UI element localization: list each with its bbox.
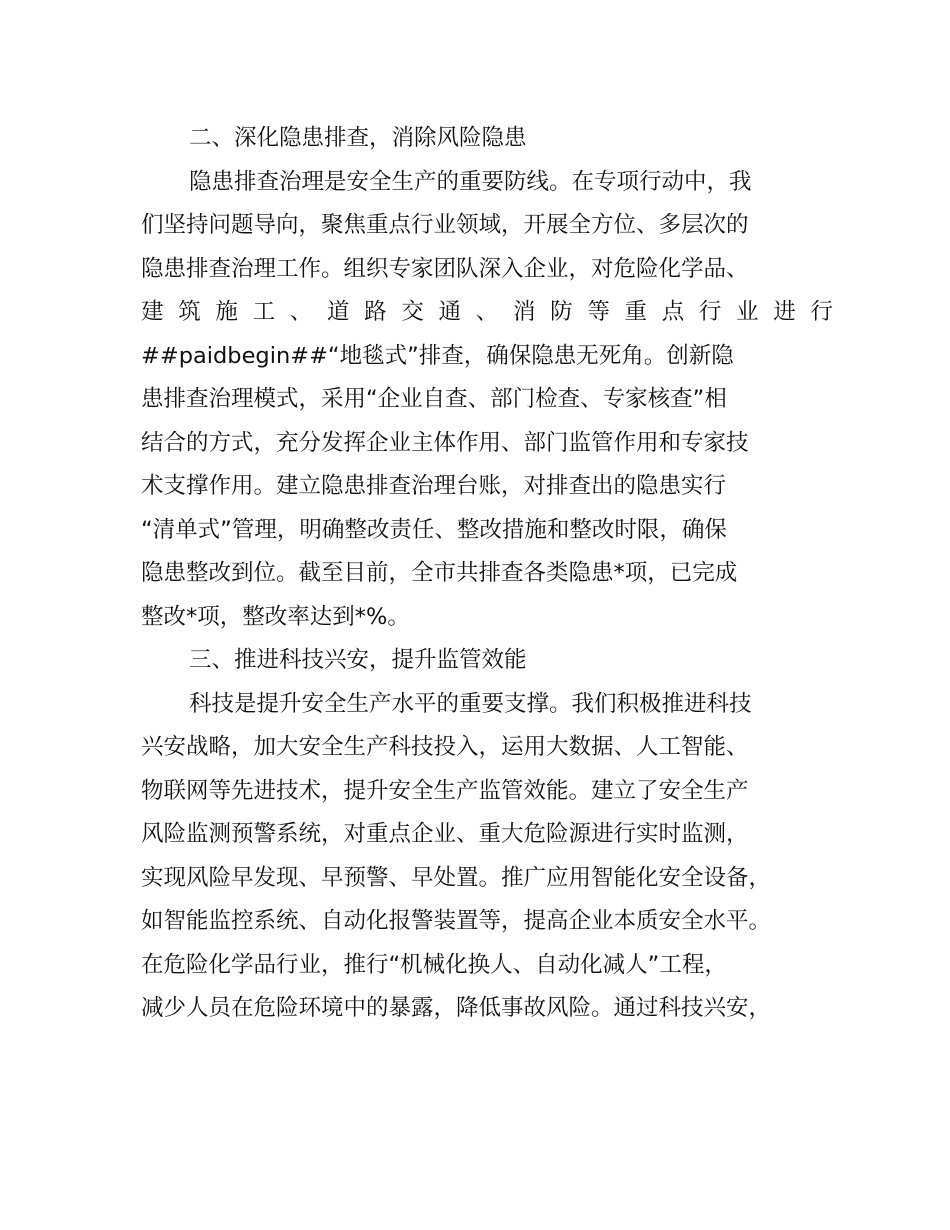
paragraph-line: 风险监测预警系统，对重点企业、重大危险源进行实时监测， <box>141 821 749 847</box>
paragraph-line: ##paidbegin##“地毯式”排查，确保隐患无死角。创新隐 <box>141 342 734 369</box>
paragraph-line: 术支撑作用。建立隐患排查治理台账，对排查出的隐患实行 <box>141 473 727 499</box>
paragraph-line: 科技是提升安全生产水平的重要支撑。我们积极推进科技 <box>189 690 752 717</box>
paragraph-line: 实现风险早发现、早预警、早处置。推广应用智能化安全设备， <box>141 864 772 891</box>
paragraph-line: 在危险化学品行业，推行“机械化换人、自动化减人”工程， <box>141 951 727 978</box>
section-heading: 三、推进科技兴安，提升监管效能 <box>189 647 527 673</box>
section-paragraph <box>141 161 833 640</box>
paragraph-line: 隐患排查治理工作。组织专家团队深入企业，对危险化学品、 <box>141 255 749 282</box>
section-heading: 二、深化隐患排查，消除风险隐患 <box>189 125 527 151</box>
paragraph-line: 隐患排查治理是安全生产的重要防线。在专项行动中，我 <box>189 168 752 195</box>
paragraph-line: 如智能监控系统、自动化报警装置等，提高企业本质安全水平。 <box>141 908 772 934</box>
paragraph-line: 隐患整改到位。截至目前，全市共排查各类隐患*项，已完成 <box>141 560 738 586</box>
paragraph-line: 整改*项，整改率达到*%。 <box>141 603 410 630</box>
paragraph-line: 兴安战略，加大安全生产科技投入，运用大数据、人工智能、 <box>141 734 749 760</box>
paragraph-line: 结合的方式，充分发挥企业主体作用、部门监管作用和专家技 <box>141 429 749 456</box>
document-body <box>141 117 833 1031</box>
paragraph-line: 物联网等先进技术，提升安全生产监管效能。建立了安全生产 <box>141 777 749 804</box>
paragraph-line: 建 筑 施 工 、 道 路 交 通 、 消 防 等 重 点 行 业 进 行 <box>141 299 833 325</box>
paragraph-line: 们坚持问题导向，聚焦重点行业领域，开展全方位、多层次的 <box>141 212 749 238</box>
paragraph-line: “清单式”管理，明确整改责任、整改措施和整改时限，确保 <box>141 516 727 543</box>
paragraph-line: 减少人员在危险环境中的暴露，降低事故风险。通过科技兴安， <box>141 995 772 1021</box>
section-paragraph <box>141 683 833 1031</box>
paragraph-line: 患排查治理模式，采用“企业自查、部门检查、专家核查”相 <box>141 386 727 412</box>
